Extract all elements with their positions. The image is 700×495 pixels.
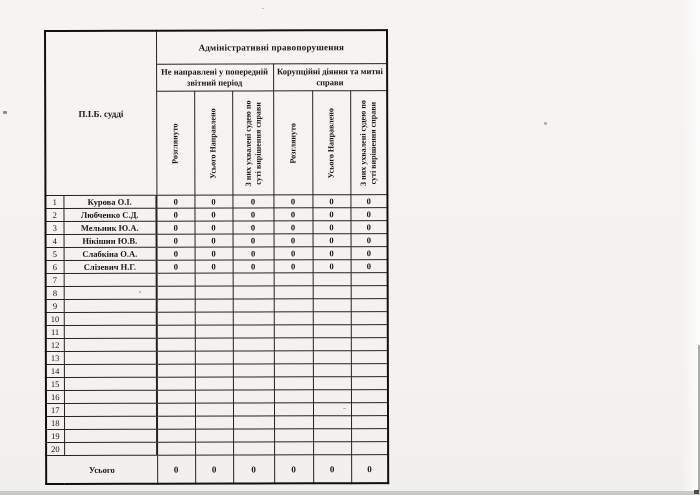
header-col-total-forwarded-1: [194, 91, 232, 195]
row-number: 20: [46, 442, 64, 455]
cell-value: [313, 325, 351, 338]
cell-value: 0: [312, 195, 350, 208]
cell-value: [233, 377, 274, 390]
scan-bottom-edge: [0, 491, 700, 495]
row-number: 2: [45, 208, 63, 221]
total-value: 0: [313, 455, 351, 484]
cell-value: 0: [351, 260, 388, 273]
table-row: [46, 286, 388, 300]
cell-value: [351, 338, 388, 351]
header-col-decided-on-merits-1: [232, 91, 273, 195]
header-group-not-forwarded: Не направлені у попередній звітний період: [156, 64, 273, 91]
cell-value: 0: [350, 208, 387, 221]
cell-value: [313, 273, 351, 286]
row-number: 9: [46, 299, 64, 312]
header-judge-name: П.І.Б. судді: [45, 31, 156, 196]
table-row: [46, 442, 388, 456]
cell-value: [313, 351, 351, 364]
cell-value: 0: [312, 208, 350, 221]
judge-name: Курова О.І.: [63, 195, 156, 208]
total-value: 0: [195, 455, 233, 484]
judge-name: [64, 416, 157, 429]
cell-value: 0: [156, 195, 194, 208]
table-row: [46, 416, 388, 430]
scan-speck: [3, 111, 7, 114]
cell-value: 0: [195, 260, 233, 273]
judge-name: [64, 286, 157, 299]
judge-name: [64, 377, 157, 390]
scan-speck: [262, 8, 264, 9]
table-row: [46, 260, 388, 274]
cell-value: [351, 286, 388, 299]
cell-value: [313, 390, 351, 403]
row-number: 10: [46, 312, 64, 325]
cell-value: [195, 416, 233, 429]
scan-speck: [139, 291, 141, 293]
cell-value: 0: [233, 221, 274, 234]
judge-name: [64, 403, 157, 416]
rotated-label: Розглянуто: [287, 122, 298, 164]
cell-value: [195, 377, 233, 390]
cell-value: [233, 416, 274, 429]
scan-speck: [544, 122, 547, 125]
cell-value: [351, 312, 388, 325]
cell-value: 0: [195, 234, 233, 247]
cell-value: [233, 325, 274, 338]
cell-value: 0: [194, 208, 232, 221]
cell-value: [233, 390, 274, 403]
cell-value: [313, 299, 351, 312]
row-number: 15: [46, 377, 64, 390]
cell-value: [351, 442, 388, 455]
cell-value: [274, 403, 313, 416]
cell-value: [351, 325, 388, 338]
judge-name: Мельник Ю.А.: [64, 221, 157, 234]
cell-value: 0: [351, 234, 388, 247]
cell-value: 0: [157, 234, 195, 247]
cell-value: 0: [233, 234, 274, 247]
cell-value: [157, 325, 195, 338]
cell-value: 0: [157, 221, 195, 234]
cell-value: 0: [232, 208, 273, 221]
cell-value: [157, 286, 195, 299]
cell-value: 0: [233, 260, 274, 273]
table-row: [46, 390, 388, 404]
row-number: 5: [46, 247, 64, 260]
cell-value: 0: [195, 221, 233, 234]
rotated-label: З них ухвалені судею по суті вирішення справи: [243, 99, 262, 186]
cell-value: [195, 338, 233, 351]
cell-value: [351, 390, 388, 403]
header-col-decided-on-merits-2: [350, 91, 387, 195]
cell-value: 0: [351, 221, 388, 234]
cell-value: [274, 351, 313, 364]
total-value: 0: [233, 455, 274, 484]
cell-value: [233, 429, 274, 442]
table-row: [46, 221, 388, 235]
table-body: [45, 195, 388, 456]
table-row: [46, 299, 388, 313]
cell-value: [274, 273, 313, 286]
judges-admin-offenses-table: [44, 29, 389, 485]
row-number: 14: [46, 364, 64, 377]
cell-value: 0: [350, 195, 387, 208]
total-value: 0: [157, 455, 195, 484]
cell-value: [351, 351, 388, 364]
table-footer: [46, 455, 388, 484]
row-number: 12: [46, 338, 64, 351]
cell-value: [195, 286, 233, 299]
cell-value: [233, 351, 274, 364]
cell-value: 0: [157, 260, 195, 273]
judge-name: [64, 299, 157, 312]
cell-value: 0: [157, 247, 195, 260]
cell-value: [313, 416, 351, 429]
scan-corner-mark: [694, 490, 699, 494]
cell-value: [274, 286, 313, 299]
cell-value: [274, 312, 313, 325]
cell-value: [233, 286, 274, 299]
cell-value: [274, 364, 313, 377]
table-row: [46, 247, 388, 261]
rotated-label: Усього Направлено: [208, 107, 218, 179]
judge-name: [64, 325, 157, 338]
cell-value: [195, 325, 233, 338]
cell-value: [351, 416, 388, 429]
cell-value: [274, 299, 313, 312]
cell-value: [313, 286, 351, 299]
cell-value: [195, 403, 233, 416]
cell-value: 0: [313, 221, 351, 234]
cell-value: [313, 364, 351, 377]
cell-value: [351, 377, 388, 390]
table-row: [46, 312, 388, 326]
table-row: [46, 364, 388, 378]
cell-value: [233, 299, 274, 312]
judge-name: [64, 364, 157, 377]
judge-name: [64, 338, 157, 351]
cell-value: [157, 390, 195, 403]
cell-value: [195, 429, 233, 442]
cell-value: 0: [274, 247, 313, 260]
cell-value: [157, 351, 195, 364]
total-row: [46, 455, 388, 484]
row-number: 18: [46, 416, 64, 429]
cell-value: [351, 364, 388, 377]
row-number: 3: [46, 221, 64, 234]
cell-value: 0: [273, 208, 312, 221]
cell-value: [157, 273, 195, 286]
judge-name: [64, 312, 157, 325]
table-row: [46, 403, 388, 417]
cell-value: [313, 338, 351, 351]
row-number: 6: [46, 260, 64, 273]
cell-value: 0: [195, 247, 233, 260]
cell-value: [157, 442, 195, 455]
cell-value: [313, 377, 351, 390]
judge-name: Слізевич Н.Г.: [64, 260, 157, 273]
judge-name: [64, 273, 157, 286]
cell-value: [351, 429, 388, 442]
header-admin-offenses: Адміністративні правопорушення: [156, 30, 387, 64]
cell-value: 0: [313, 260, 351, 273]
cell-value: [157, 299, 195, 312]
table-row: [45, 195, 387, 209]
cell-value: [313, 429, 351, 442]
cell-value: [157, 312, 195, 325]
cell-value: [351, 403, 388, 416]
header-row-top: [45, 30, 387, 64]
table-header: [45, 30, 387, 195]
rotated-label: Розглянуто: [170, 122, 180, 164]
cell-value: [157, 377, 195, 390]
cell-value: [274, 442, 313, 455]
row-number: 19: [46, 429, 64, 442]
table-row: [46, 338, 388, 352]
cell-value: [195, 390, 233, 403]
cell-value: [274, 429, 313, 442]
judge-name: Любченко С.Д.: [63, 208, 156, 221]
table-row: [46, 234, 388, 248]
judge-name: Слабкіна О.А.: [64, 247, 157, 260]
cell-value: 0: [273, 195, 312, 208]
cell-value: [195, 312, 233, 325]
row-number: 7: [46, 273, 64, 286]
cell-value: [274, 338, 313, 351]
table-row: [46, 273, 388, 287]
cell-value: [195, 273, 233, 286]
total-label: Усього: [46, 455, 157, 484]
judge-name: [64, 429, 157, 442]
row-number: 11: [46, 325, 64, 338]
cell-value: [313, 442, 351, 455]
judge-name: Нікішин Ю.В.: [64, 234, 157, 247]
cell-value: [313, 312, 351, 325]
cell-value: [157, 429, 195, 442]
cell-value: [233, 312, 274, 325]
rotated-label: Усього Направлено: [326, 107, 336, 178]
cell-value: 0: [233, 247, 274, 260]
table-row: [45, 208, 387, 222]
cell-value: [274, 416, 313, 429]
rotated-label: З них ухвалені судею по суті вирішення справи: [358, 99, 378, 186]
cell-value: [157, 338, 195, 351]
cell-value: [233, 364, 274, 377]
judge-name: [64, 351, 157, 364]
cell-value: [274, 390, 313, 403]
table-row: [46, 325, 388, 339]
header-col-total-forwarded-2: [312, 91, 350, 195]
row-number: 16: [46, 390, 64, 403]
cell-value: [157, 403, 195, 416]
row-number: 4: [46, 234, 64, 247]
row-number: 1: [45, 195, 63, 208]
scan-speck: [343, 408, 346, 409]
header-group-corruption-customs: Корупційні діяння та митні справи: [273, 64, 387, 91]
cell-value: [351, 273, 388, 286]
cell-value: [274, 377, 313, 390]
cell-value: 0: [274, 234, 313, 247]
cell-value: [233, 442, 274, 455]
cell-value: 0: [313, 234, 351, 247]
cell-value: [351, 299, 388, 312]
cell-value: [274, 325, 313, 338]
cell-value: 0: [274, 221, 313, 234]
cell-value: [195, 351, 233, 364]
cell-value: [233, 403, 274, 416]
table-row: [46, 351, 388, 365]
judge-name: [64, 442, 157, 455]
cell-value: [233, 338, 274, 351]
table-row: [46, 429, 388, 443]
cell-value: [157, 416, 195, 429]
cell-value: 0: [351, 247, 388, 260]
cell-value: 0: [194, 195, 232, 208]
cell-value: [195, 299, 233, 312]
total-value: 0: [351, 455, 388, 484]
row-number: 8: [46, 286, 64, 299]
cell-value: 0: [156, 208, 194, 221]
cell-value: 0: [313, 247, 351, 260]
judge-name: [64, 390, 157, 403]
table-row: [46, 377, 388, 391]
header-col-considered-2: [273, 91, 312, 195]
cell-value: [233, 273, 274, 286]
cell-value: [313, 403, 351, 416]
row-number: 17: [46, 403, 64, 416]
cell-value: 0: [232, 195, 273, 208]
total-value: 0: [274, 455, 313, 484]
row-number: 13: [46, 351, 64, 364]
cell-value: [195, 364, 233, 377]
cell-value: 0: [274, 260, 313, 273]
cell-value: [157, 364, 195, 377]
header-col-considered-1: [156, 91, 194, 195]
cell-value: [195, 442, 233, 455]
